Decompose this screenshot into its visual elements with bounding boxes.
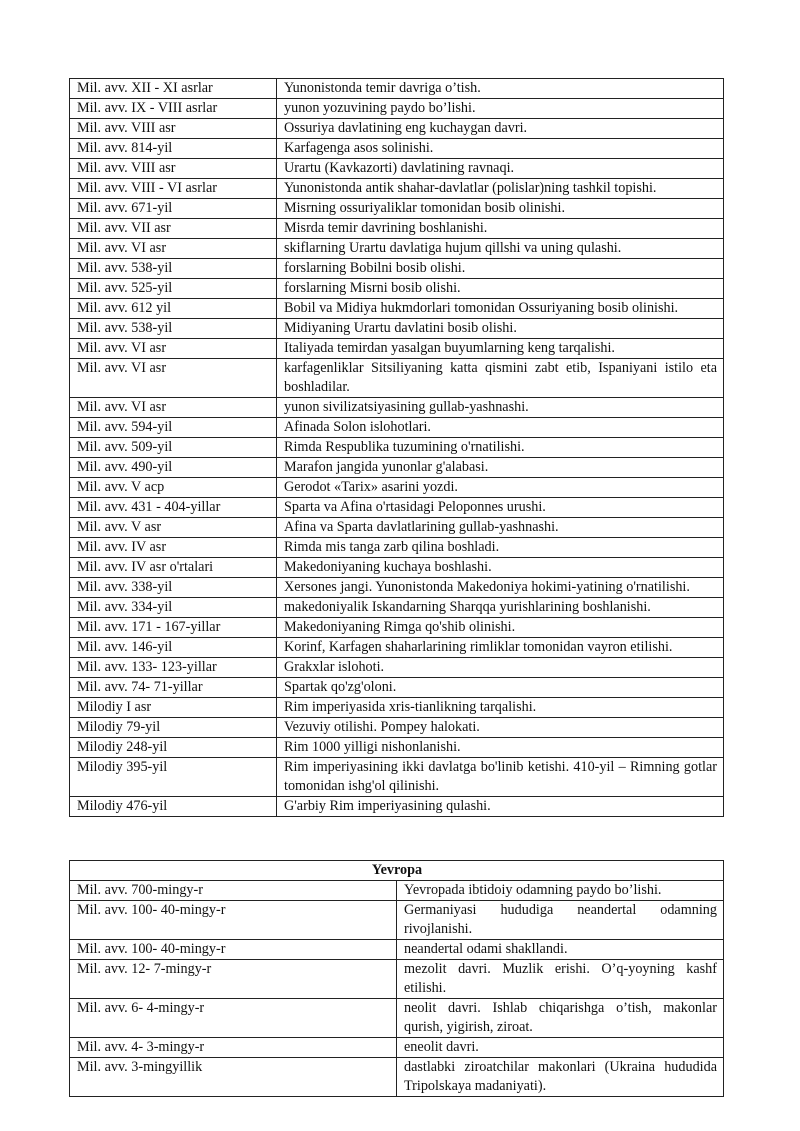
date-cell: Mil. avv. 171 - 167-yillar: [70, 618, 277, 638]
date-cell: Mil. avv. 3-mingyillik: [70, 1058, 397, 1097]
table-row: [70, 618, 724, 638]
table-row: [70, 458, 724, 478]
event-cell: Gerodot «Tarix» asarini yozdi.: [277, 478, 724, 498]
event-cell: Afina va Sparta davlatlarining gullab-yashnashi.: [277, 518, 724, 538]
event-cell: Yunonistonda temir davriga o’tish.: [277, 79, 724, 99]
date-cell: Mil. avv. 538-yil: [70, 259, 277, 279]
table-row: [70, 999, 724, 1038]
date-cell: Milodiy 395-yil: [70, 758, 277, 797]
europe-title-row: [70, 861, 724, 881]
event-cell: forslarning Bobilni bosib olishi.: [277, 259, 724, 279]
chronology-table: [69, 78, 724, 817]
event-cell: Rim imperiyasining ikki davlatga bo'linib ketishi. 410-yil – Rimning gotlar tomonidan ishg'ol qilinishi.: [277, 758, 724, 797]
event-cell: Rimda mis tanga zarb qilina boshladi.: [277, 538, 724, 558]
date-cell: Mil. avv. V asr: [70, 518, 277, 538]
table-row: [70, 199, 724, 219]
table-row: [70, 940, 724, 960]
date-cell: Mil. avv. 814-yil: [70, 139, 277, 159]
table-row: [70, 418, 724, 438]
event-cell: mezolit davri. Muzlik erishi. O’q-yoyning kashf etilishi.: [397, 960, 724, 999]
table-row: [70, 299, 724, 319]
date-cell: Mil. avv. 612 yil: [70, 299, 277, 319]
date-cell: Mil. avv. IV asr o'rtalari: [70, 558, 277, 578]
europe-chronology-table: [69, 860, 724, 1097]
event-cell: Rimda Respublika tuzumining o'rnatilishi.: [277, 438, 724, 458]
date-cell: Mil. avv. 100- 40-mingy-r: [70, 901, 397, 940]
table-row: [70, 538, 724, 558]
date-cell: Mil. avv. 12- 7-mingy-r: [70, 960, 397, 999]
event-cell: Sparta va Afina o'rtasidagi Peloponnes urushi.: [277, 498, 724, 518]
event-cell: Makedoniyaning Rimga qo'shib olinishi.: [277, 618, 724, 638]
event-cell: eneolit davri.: [397, 1038, 724, 1058]
event-cell: makedoniyalik Iskandarning Sharqqa yurishlarining boshlanishi.: [277, 598, 724, 618]
date-cell: Mil. avv. VIII asr: [70, 119, 277, 139]
date-cell: Mil. avv. 74- 71-yillar: [70, 678, 277, 698]
table-row: [70, 598, 724, 618]
event-cell: Karfagenga asos solinishi.: [277, 139, 724, 159]
date-cell: Mil. avv. 700-mingy-r: [70, 881, 397, 901]
event-cell: forslarning Misrni bosib olishi.: [277, 279, 724, 299]
date-cell: Mil. avv. 490-yil: [70, 458, 277, 478]
date-cell: Mil. avv. 133- 123-yillar: [70, 658, 277, 678]
table-row: [70, 1058, 724, 1097]
table-row: [70, 881, 724, 901]
table-row: [70, 698, 724, 718]
event-cell: Makedoniyaning kuchaya boshlashi.: [277, 558, 724, 578]
table-row: [70, 678, 724, 698]
table-row: [70, 79, 724, 99]
table-row: [70, 758, 724, 797]
event-cell: Ossuriya davlatining eng kuchaygan davri.: [277, 119, 724, 139]
table-row: [70, 159, 724, 179]
date-cell: Mil. avv. 525-yil: [70, 279, 277, 299]
event-cell: Yunonistonda antik shahar-davlatlar (polislar)ning tashkil topishi.: [277, 179, 724, 199]
date-cell: Milodiy I asr: [70, 698, 277, 718]
table-row: [70, 658, 724, 678]
table-row: [70, 738, 724, 758]
event-cell: Midiyaning Urartu davlatini bosib olishi.: [277, 319, 724, 339]
table-row: [70, 578, 724, 598]
table-row: [70, 718, 724, 738]
event-cell: Misrda temir davrining boshlanishi.: [277, 219, 724, 239]
table-row: [70, 359, 724, 398]
date-cell: Mil. avv. 6- 4-mingy-r: [70, 999, 397, 1038]
event-cell: Xersones jangi. Yunonistonda Makedoniya hokimi-yatining o'rnatilishi.: [277, 578, 724, 598]
date-cell: Mil. avv. VI asr: [70, 239, 277, 259]
date-cell: Mil. avv. VIII asr: [70, 159, 277, 179]
date-cell: Milodiy 79-yil: [70, 718, 277, 738]
date-cell: Mil. avv. VIII - VI asrlar: [70, 179, 277, 199]
date-cell: Mil. avv. V acp: [70, 478, 277, 498]
event-cell: Germaniyasi hududiga neandertal odamning rivojlanishi.: [397, 901, 724, 940]
table-row: [70, 797, 724, 817]
date-cell: Mil. avv. VII asr: [70, 219, 277, 239]
table-row: [70, 960, 724, 999]
europe-section-title: Yevropa: [70, 861, 724, 881]
table-row: [70, 259, 724, 279]
date-cell: Milodiy 248-yil: [70, 738, 277, 758]
date-cell: Mil. avv. 509-yil: [70, 438, 277, 458]
event-cell: Spartak qo'zg'oloni.: [277, 678, 724, 698]
table-row: [70, 438, 724, 458]
event-cell: Italiyada temirdan yasalgan buyumlarning keng tarqalishi.: [277, 339, 724, 359]
event-cell: Rim 1000 yilligi nishonlanishi.: [277, 738, 724, 758]
table-row: [70, 398, 724, 418]
table-row: [70, 139, 724, 159]
date-cell: Mil. avv. 100- 40-mingy-r: [70, 940, 397, 960]
event-cell: Yevropada ibtidoiy odamning paydo bo’lishi.: [397, 881, 724, 901]
event-cell: karfagenliklar Sitsiliyaning katta qismini zabt etib, Ispaniyani istilo eta boshladilar.: [277, 359, 724, 398]
date-cell: Mil. avv. 146-yil: [70, 638, 277, 658]
date-cell: Mil. avv. XII - XI asrlar: [70, 79, 277, 99]
event-cell: Afinada Solon islohotlari.: [277, 418, 724, 438]
date-cell: Milodiy 476-yil: [70, 797, 277, 817]
event-cell: Urartu (Kavkazorti) davlatining ravnaqi.: [277, 159, 724, 179]
table-row: [70, 279, 724, 299]
event-cell: Grakxlar islohoti.: [277, 658, 724, 678]
date-cell: Mil. avv. IV asr: [70, 538, 277, 558]
event-cell: skiflarning Urartu davlatiga hujum qillshi va uning qulashi.: [277, 239, 724, 259]
table-row: [70, 478, 724, 498]
event-cell: neandertal odami shakllandi.: [397, 940, 724, 960]
table-row: [70, 518, 724, 538]
table-row: [70, 339, 724, 359]
date-cell: Mil. avv. 431 - 404-yillar: [70, 498, 277, 518]
event-cell: Misrning ossuriyaliklar tomonidan bosib olinishi.: [277, 199, 724, 219]
date-cell: Mil. avv. 4- 3-mingy-r: [70, 1038, 397, 1058]
table-row: [70, 319, 724, 339]
table-row: [70, 1038, 724, 1058]
event-cell: neolit davri. Ishlab chiqarishga o’tish, makonlar qurish, yigirish, ziroat.: [397, 999, 724, 1038]
table-row: [70, 119, 724, 139]
table-row: [70, 638, 724, 658]
date-cell: Mil. avv. 538-yil: [70, 319, 277, 339]
event-cell: yunon yozuvining paydo bo’lishi.: [277, 99, 724, 119]
table-row: [70, 179, 724, 199]
event-cell: yunon sivilizatsiyasining gullab-yashnashi.: [277, 398, 724, 418]
event-cell: Bobil va Midiya hukmdorlari tomonidan Ossuriyaning bosib olinishi.: [277, 299, 724, 319]
event-cell: dastlabki ziroatchilar makonlari (Ukraina hududida Tripolskaya madaniyati).: [397, 1058, 724, 1097]
date-cell: Mil. avv. VI asr: [70, 359, 277, 398]
chronology-table-body: [70, 79, 724, 817]
europe-table-body: [70, 861, 724, 1097]
table-row: [70, 99, 724, 119]
date-cell: Mil. avv. VI asr: [70, 398, 277, 418]
event-cell: Rim imperiyasida xris-tianlikning tarqalishi.: [277, 698, 724, 718]
table-row: [70, 498, 724, 518]
date-cell: Mil. avv. 671-yil: [70, 199, 277, 219]
date-cell: Mil. avv. 338-yil: [70, 578, 277, 598]
event-cell: Vezuviy otilishi. Pompey halokati.: [277, 718, 724, 738]
event-cell: G'arbiy Rim imperiyasining qulashi.: [277, 797, 724, 817]
table-row: [70, 901, 724, 940]
table-row: [70, 219, 724, 239]
table-row: [70, 239, 724, 259]
date-cell: Mil. avv. 334-yil: [70, 598, 277, 618]
event-cell: Korinf, Karfagen shaharlarining rimliklar tomonidan vayron etilishi.: [277, 638, 724, 658]
event-cell: Marafon jangida yunonlar g'alabasi.: [277, 458, 724, 478]
date-cell: Mil. avv. 594-yil: [70, 418, 277, 438]
date-cell: Mil. avv. IX - VIII asrlar: [70, 99, 277, 119]
table-row: [70, 558, 724, 578]
date-cell: Mil. avv. VI asr: [70, 339, 277, 359]
